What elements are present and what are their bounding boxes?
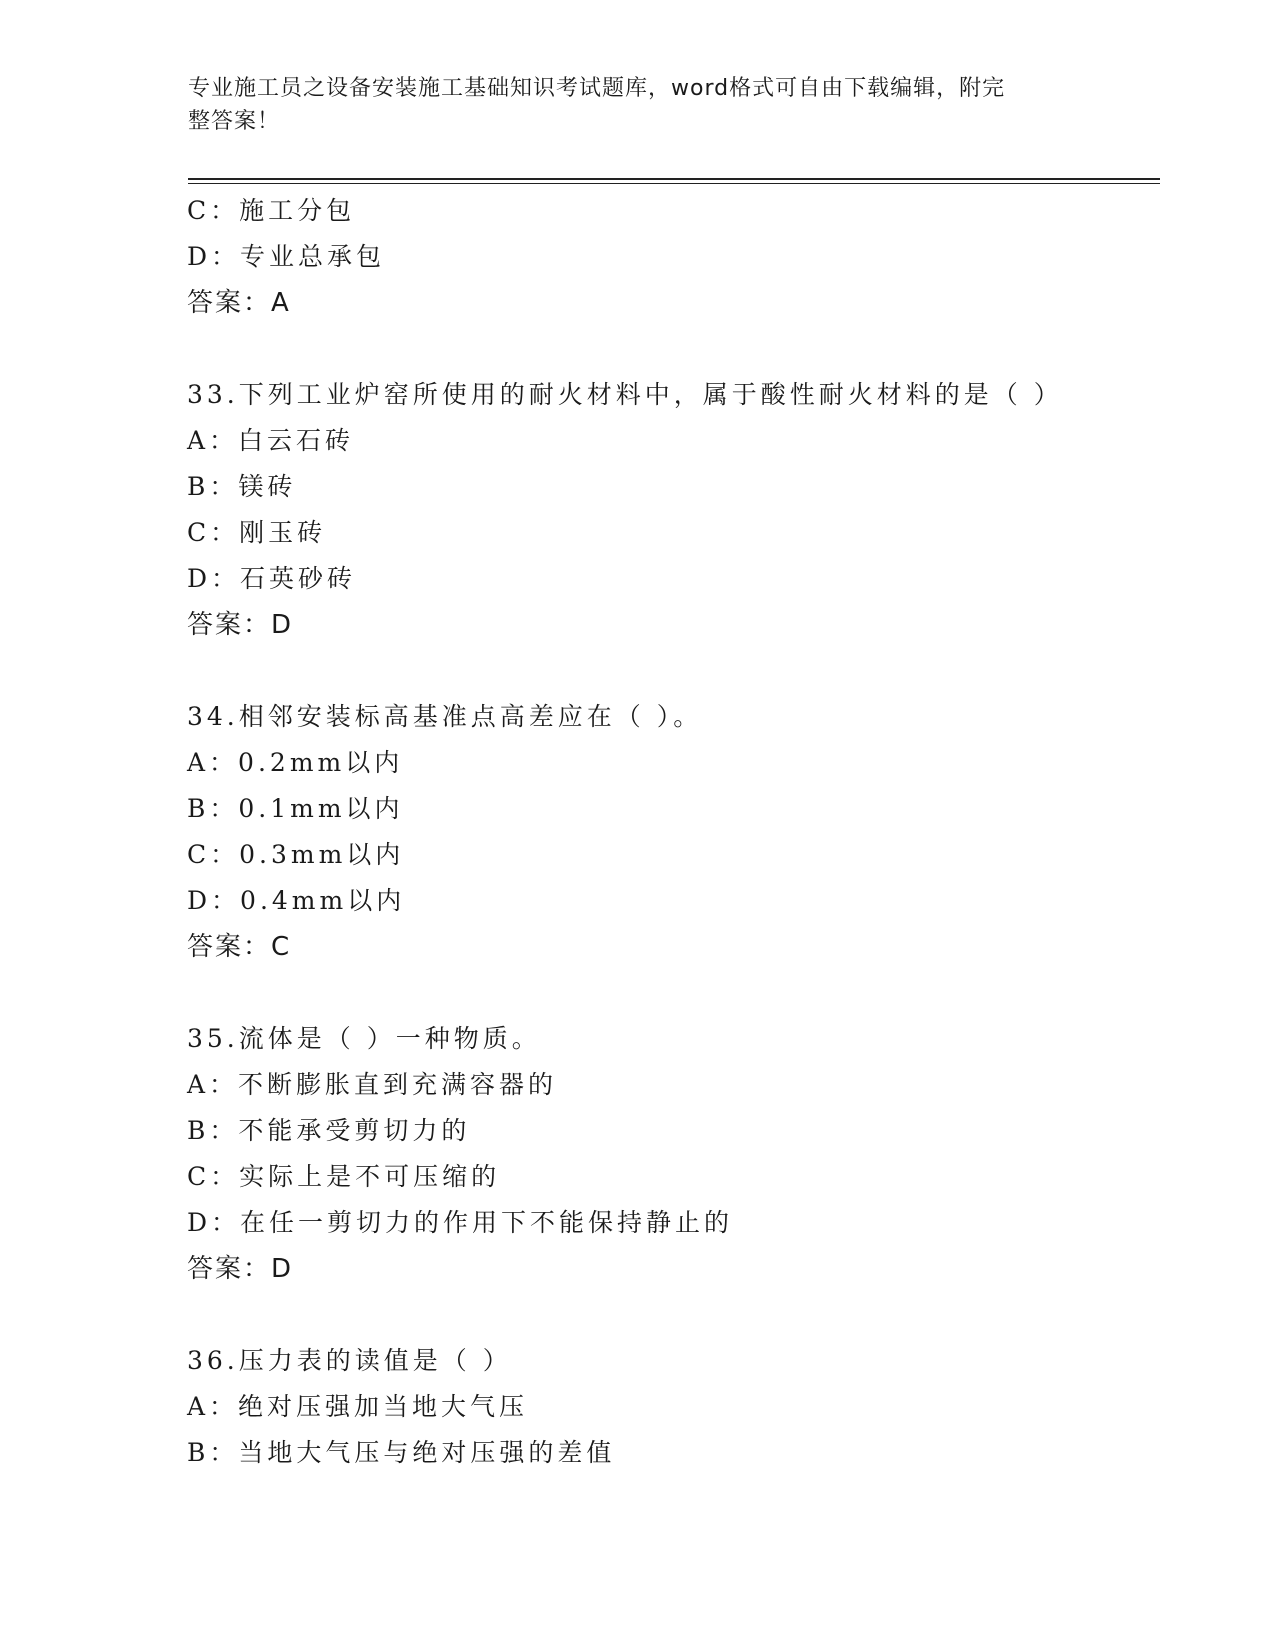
question-36-option-a: A：绝对压强加当地大气压 xyxy=(187,1392,529,1421)
question-35-option-d: D：在任一剪切力的作用下不能保持静止的 xyxy=(187,1208,734,1237)
question-33-option-d: D：石英砂砖 xyxy=(187,564,357,593)
question-33-option-b: B：镁砖 xyxy=(187,472,297,501)
option-d: D：专业总承包 xyxy=(187,242,386,271)
question-35-option-b: B：不能承受剪切力的 xyxy=(187,1116,471,1145)
option-c: C：施工分包 xyxy=(187,196,356,225)
question-35-option-c: C：实际上是不可压缩的 xyxy=(187,1162,501,1191)
question-34: 34.相邻安装标高基准点高差应在（ ）。 xyxy=(187,702,703,731)
header-divider-thin xyxy=(188,183,1160,184)
question-34-option-d: D：0.4mm以内 xyxy=(187,886,406,915)
header-title-line-2: 整答案！ xyxy=(188,109,281,134)
question-34-option-c: C：0.3mm以内 xyxy=(187,840,405,869)
answer-line: 答案：A xyxy=(187,288,291,318)
question-33-answer: 答案：D xyxy=(187,610,294,640)
question-33-option-c: C：刚玉砖 xyxy=(187,518,327,547)
question-34-option-b: B：0.1mm以内 xyxy=(187,794,404,823)
question-list xyxy=(187,188,1167,1476)
question-35: 35.流体是（ ）一种物质。 xyxy=(187,1024,541,1053)
question-35-option-a: A：不断膨胀直到充满容器的 xyxy=(187,1070,558,1099)
question-36-option-b: B：当地大气压与绝对压强的差值 xyxy=(187,1438,616,1467)
question-35-answer: 答案：D xyxy=(187,1254,294,1284)
question-36: 36.压力表的读值是（ ） xyxy=(187,1346,512,1375)
header-divider-thick xyxy=(188,178,1160,180)
question-34-option-a: A：0.2mm以内 xyxy=(187,748,404,777)
document-header xyxy=(188,72,1088,138)
header-title-line-1: 专业施工员之设备安装施工基础知识考试题库，word格式可自由下载编辑，附完 xyxy=(188,76,1006,101)
question-34-answer: 答案：C xyxy=(187,932,292,962)
question-33: 33.下列工业炉窑所使用的耐火材料中，属于酸性耐火材料的是（ ） xyxy=(187,380,1063,409)
question-33-option-a: A：白云石砖 xyxy=(187,426,355,455)
